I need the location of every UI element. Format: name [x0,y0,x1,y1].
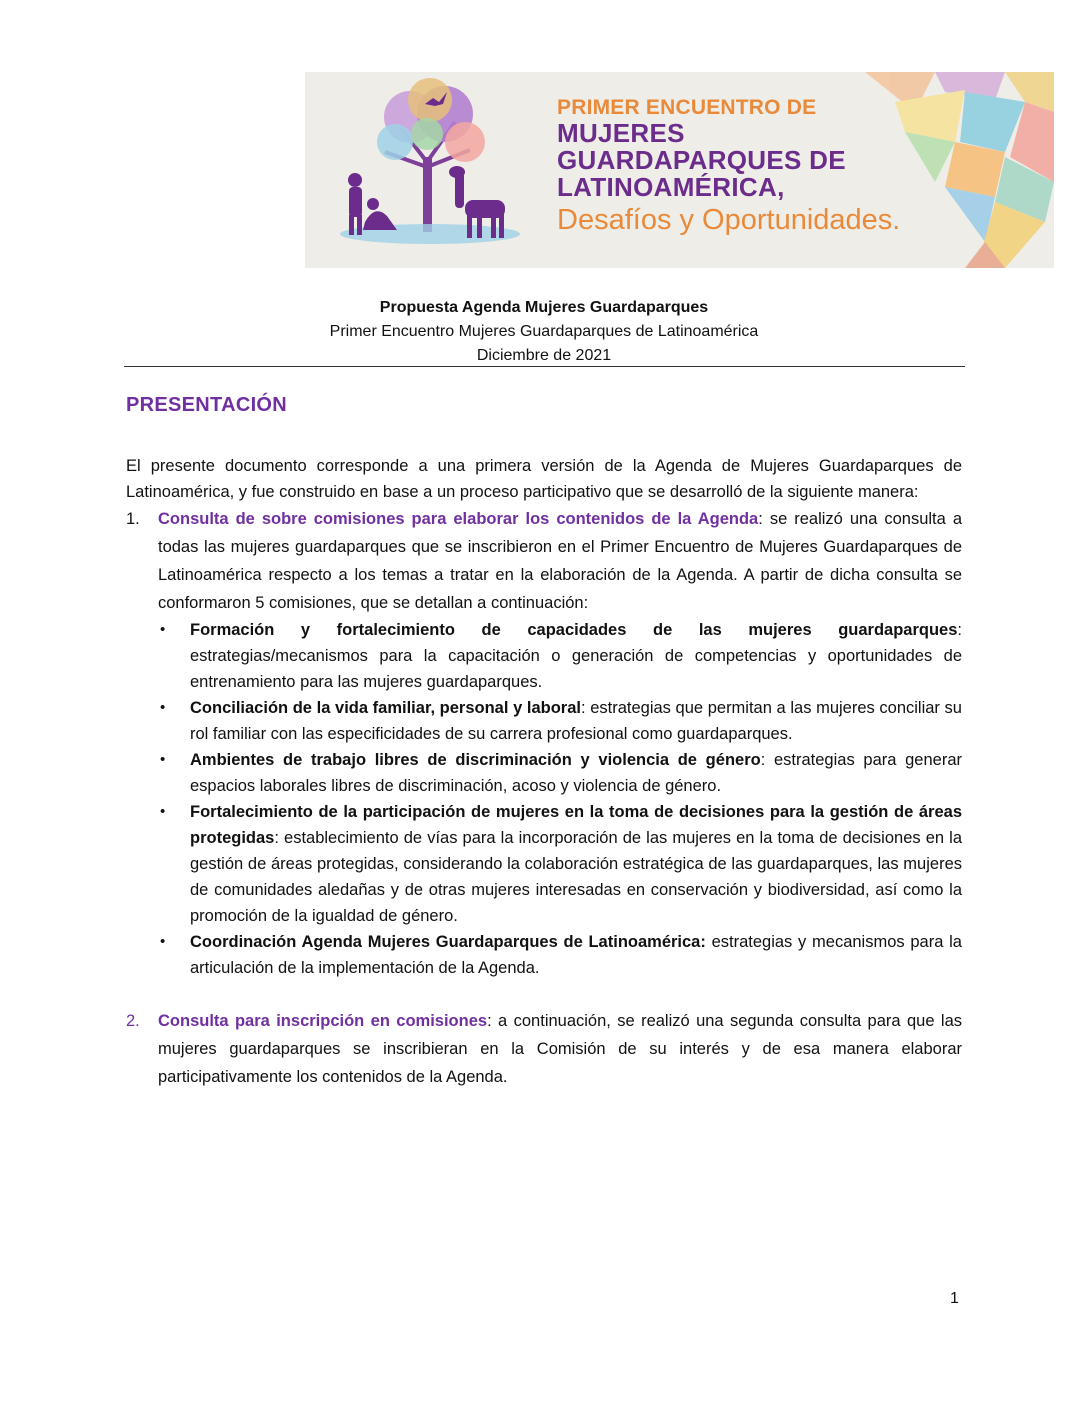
item-heading: Consulta para inscripción en comisiones [158,1012,488,1030]
list-item-bold: Ambientes de trabajo libres de discriminación y violencia de género [190,751,761,769]
item-text: : se realizó una consulta a todas las mujeres guardaparques que se inscribieron en el Primer Encuentro de Mujeres Guardaparques de Latinoamérica respecto a los temas a tratar en la elaboración de la Agenda. A partir de dicha consulta se conformaron 5 comisiones, que se detallan a continuación: [158,510,962,612]
list-item-text: : estrategias para generar espacios laborales libres de discriminación, acoso y violencia de género. [190,751,962,795]
document-header [124,296,964,368]
section-title: PRESENTACIÓN [126,394,288,416]
banner-title [557,96,900,237]
list-item-text: : estrategias/mecanismos para la capacitación o generación de competencias y oportunidades de entrenamiento para las mujeres guardaparques. [190,621,962,691]
numbered-item-2 [126,1007,962,1091]
list-item-bold: Coordinación Agenda Mujeres Guardaparques de Latinoamérica: [190,933,706,951]
item-text: : a continuación, se realizó una segunda consulta para que las mujeres guardaparques se inscribieran en la Comisión de su interés y de esa manera elaborar participativamente los contenidos de la Agenda. [158,1012,962,1086]
bullet-icon: • [160,933,166,950]
item-number: 2. [126,1012,140,1030]
document-date: Diciembre de 2021 [476,347,612,364]
banner-line-4: LATINOAMÉRICA, [557,172,785,202]
banner-line-1: PRIMER ENCUENTRO DE [557,96,817,119]
list-item [126,799,962,929]
page-number: 1 [950,1290,959,1307]
intro-paragraph: El presente documento corresponde a una primera versión de la Agenda de Mujeres Guardaparques de Latinoamérica, y fue construido en base a un proceso participativo que se desarrolló de la siguiente manera: [126,457,962,501]
bullet-icon: • [160,803,166,820]
document-title: Propuesta Agenda Mujeres Guardaparques [379,299,709,316]
list-item-text: estrategias y mecanismos para la articulación de la implementación de la Agenda. [190,933,962,977]
banner-line-3: GUARDAPARQUES DE [557,145,846,175]
numbered-item-1 [126,505,962,617]
document-body [126,454,962,1091]
commission-list [126,617,962,981]
list-item [126,929,962,981]
event-banner [305,72,1054,268]
list-item [126,747,962,799]
spacer [126,981,962,1007]
list-item [126,617,962,695]
bullet-icon: • [160,751,166,768]
banner-line-5: Desafíos y Oportunidades. [557,204,901,236]
bullet-icon: • [160,699,166,716]
list-item-bold: Formación y fortalecimiento de capacidades de las mujeres guardaparques [190,621,958,639]
list-item-text: : estrategias que permitan a las mujeres conciliar su rol familiar con las especificidades de su carrera profesional como guardaparques. [190,699,962,743]
bullet-icon: • [160,621,166,638]
list-item-bold: Fortalecimiento de la participación de mujeres en la toma de decisiones para la gestión de áreas protegidas [190,803,962,847]
item-heading: Consulta de sobre comisiones para elaborar los contenidos de la Agenda [158,510,759,528]
list-item [126,695,962,747]
banner-line-2: MUJERES [557,118,685,148]
header-divider [124,366,965,367]
list-item-bold: Conciliación de la vida familiar, personal y laboral [190,699,581,717]
list-item-text: : establecimiento de vías para la incorporación de las mujeres en la toma de decisiones en la gestión de áreas protegidas, considerando la colaboración estratégica de las guardaparques, las mujeres de comunidades aledañas y de otras mujeres interesadas en conservación y biodiversidad, así como la promoción de la igualdad de género. [190,829,962,925]
document-subtitle: Primer Encuentro Mujeres Guardaparques de Latinoamérica [329,323,759,340]
item-number: 1. [126,510,140,528]
